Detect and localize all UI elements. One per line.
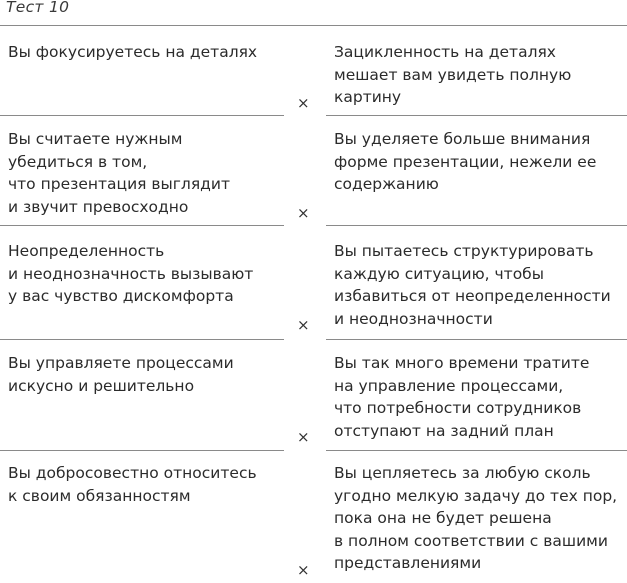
comparison-row (0, 452, 627, 583)
right-divider (326, 225, 627, 226)
right-divider (326, 115, 627, 116)
cross-icon: × (297, 94, 310, 112)
left-statement: Вы добросовестно относитесь к своим обязанностям (8, 464, 257, 505)
test-title: Тест 10 (6, 0, 70, 16)
left-statement: Вы считаете нужным убедиться в том, что презентация выглядит и звучит превосходно (8, 130, 230, 216)
right-statement: Зацикленность на деталях мешает вам увидеть полную картину (334, 43, 572, 106)
cross-icon: × (297, 204, 310, 222)
left-statement: Вы управляете процессами искусно и решительно (8, 354, 234, 395)
left-statement: Вы фокусируетесь на деталях (8, 43, 258, 61)
comparison-row (0, 230, 627, 340)
title-divider (0, 25, 627, 26)
right-statement: Вы так много времени тратите на управление процессами, что потребности сотрудников отступают на задний план (334, 354, 590, 440)
left-statement: Неопределенность и неоднозначность вызывают у вас чувство дискомфорта (8, 242, 254, 305)
right-statement: Вы уделяете больше внимания форме презентации, нежели ее содержанию (334, 130, 597, 193)
comparison-row (0, 31, 627, 117)
right-divider (326, 339, 627, 340)
left-divider (0, 339, 284, 340)
comparison-row (0, 118, 627, 226)
cross-icon: × (297, 428, 310, 446)
right-divider (326, 450, 627, 451)
cross-icon: × (297, 561, 310, 579)
right-statement: Вы пытаетесь структурировать каждую ситуацию, чтобы избавиться от неопределенности и неоднозначности (334, 242, 611, 328)
left-divider (0, 450, 284, 451)
comparison-row (0, 342, 627, 452)
left-divider (0, 225, 284, 226)
left-divider (0, 115, 284, 116)
cross-icon: × (297, 316, 310, 334)
right-statement: Вы цепляетесь за любую сколь угодно мелкую задачу до тех пор, пока она не будет решена в полном соответствии с вашими представлениями (334, 464, 618, 572)
